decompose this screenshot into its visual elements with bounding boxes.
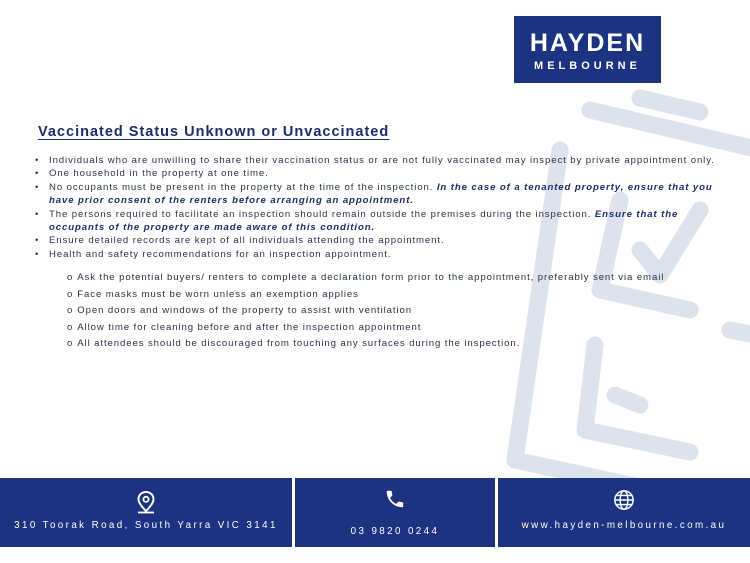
sub-marker: o bbox=[67, 288, 74, 300]
bullet-emphasis: In the case of a tenanted property, ensure that you have prior consent of the renters before arranging an appointment. bbox=[49, 181, 713, 207]
bullet-item bbox=[35, 248, 728, 261]
bullet-text: No occupants must be present in the property at the time of the inspection. bbox=[49, 181, 437, 193]
location-pin-icon bbox=[135, 490, 157, 514]
contact-footer bbox=[0, 478, 750, 547]
sub-marker: o bbox=[67, 305, 74, 317]
bullet-text: One household in the property at one time. bbox=[49, 168, 269, 180]
bullet-item bbox=[35, 154, 728, 167]
sub-item-text: Face masks must be worn unless an exemption applies bbox=[77, 288, 359, 300]
sub-item bbox=[67, 320, 728, 337]
guidelines-section bbox=[38, 122, 728, 353]
sub-item bbox=[67, 336, 728, 353]
sub-item-text: Open doors and windows of the property to assist with ventilation bbox=[77, 305, 412, 317]
bullet-item bbox=[35, 167, 728, 180]
footer-website-link[interactable]: www.hayden-melbourne.com.au bbox=[521, 520, 727, 531]
bullet-text: Ensure detailed records are kept of all individuals attending the appointment. bbox=[49, 235, 445, 247]
hayden-melbourne-logo bbox=[514, 16, 661, 83]
requirements-list bbox=[35, 154, 728, 261]
sub-item bbox=[67, 270, 728, 287]
sub-item bbox=[67, 303, 728, 320]
footer-address: 310 Toorak Road, South Yarra VIC 3141 bbox=[14, 520, 278, 531]
footer-phone-cell bbox=[295, 478, 495, 547]
bullet-item bbox=[35, 234, 728, 247]
sub-marker: o bbox=[67, 272, 74, 284]
sub-item-text: All attendees should be discouraged from touching any surfaces during the inspection. bbox=[77, 338, 521, 350]
recommendations-list bbox=[67, 270, 728, 353]
bullet-text: Health and safety recommendations for an inspection appointment. bbox=[49, 248, 392, 260]
footer-phone: 03 9820 0244 bbox=[350, 526, 440, 537]
bullet-text: Individuals who are unwilling to share their vaccination status or are not fully vaccinated may inspect by private appointment only. bbox=[49, 155, 715, 166]
globe-icon bbox=[613, 489, 635, 511]
bullet-emphasis: Ensure that the occupants of the property are made aware of this condition. bbox=[49, 208, 679, 234]
sub-marker: o bbox=[67, 321, 74, 333]
footer-address-cell bbox=[0, 478, 292, 547]
logo-wordmark-top: HAYDEN bbox=[529, 29, 646, 57]
sub-marker: o bbox=[67, 338, 74, 350]
footer-website-cell bbox=[498, 478, 750, 547]
sub-item-text: Allow time for cleaning before and after the inspection appointment bbox=[77, 321, 422, 333]
logo-wordmark-bottom: MELBOURNE bbox=[534, 60, 641, 72]
bullet-item bbox=[35, 181, 728, 208]
sub-item-text: Ask the potential buyers/ renters to complete a declaration form prior to the appointment, preferably sent via email bbox=[77, 272, 665, 284]
sub-item bbox=[67, 287, 728, 304]
phone-icon bbox=[384, 488, 406, 510]
bullet-text: The persons required to facilitate an inspection should remain outside the premises during the inspection. bbox=[49, 208, 595, 220]
bullet-item bbox=[35, 208, 728, 235]
bottom-strip bbox=[0, 547, 750, 563]
section-title: Vaccinated Status Unknown or Unvaccinated bbox=[38, 124, 390, 140]
